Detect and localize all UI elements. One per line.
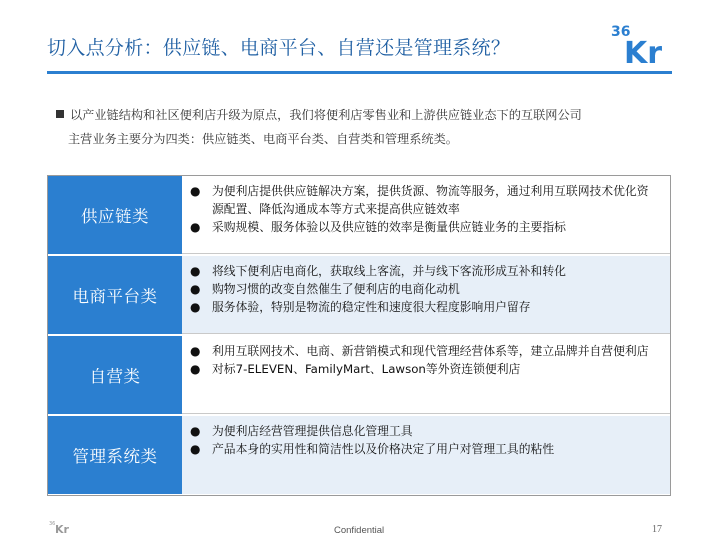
footer-logo-bottom-text: Kr [55,523,69,534]
footer-logo-top-text: 36 [49,521,56,527]
bullet-item: ● 对标7-ELEVEN、FamilyMart、Lawson等外资连锁便利店 [190,362,521,376]
row-body [182,256,670,334]
logo-top-text: 36 [611,24,631,40]
row-body [182,416,670,494]
bullet-item: ● 为便利店提供供应链解决方案，提供货源、物流等服务，通过利用互联网技术优化资源配置、降低沟通成本等方式来提高供应链效率 [190,184,649,216]
intro-line-1 [56,103,668,127]
table-row-ecommerce [48,255,670,335]
intro-line-2: 主营业务主要分为四类：供应链类、电商平台类、自营类和管理系统类。 [68,132,458,146]
36kr-logo [610,22,674,66]
slide-title: 切入点分析：供应链、电商平台、自营还是管理系统？ [47,37,511,59]
bullet-item: ● 购物习惯的改变自然催生了便利店的电商化动机 [190,282,460,296]
bullet-item: ● 将线下便利店电商化，获取线上客流，并与线下客流形成互补和转化 [190,264,566,278]
bullet-item: ● 为便利店经营管理提供信息化管理工具 [190,424,413,438]
title-divider [47,71,672,74]
confidential-label: Confidential [334,525,385,536]
bullet-dot-icon: ● [190,264,201,278]
bullet-dot-icon: ● [190,344,201,358]
table-row-self-operated [48,335,670,415]
logo-bottom-text: Kr [624,36,663,66]
page-number: 17 [652,524,662,535]
bullet-dot-icon: ● [190,442,201,456]
row-body [182,176,670,254]
category-label: 自营类 [48,336,182,414]
table-row-supply-chain [48,176,670,255]
intro-paragraph [56,103,668,151]
category-table [47,175,671,496]
bullet-dot-icon: ● [190,362,201,376]
footer-36kr-logo [49,520,75,534]
row-body [182,336,670,414]
bullet-item: ● 利用互联网技术、电商、新营销模式和现代管理经营体系等，建立品牌并自营便利店 [190,344,649,358]
bullet-dot-icon: ● [190,220,201,234]
square-bullet-icon [56,110,64,118]
bullet-item: ● 采购规模、服务体验以及供应链的效率是衡量供应链业务的主要指标 [190,220,566,234]
bullet-dot-icon: ● [190,184,201,198]
category-label: 电商平台类 [48,256,182,334]
bullet-dot-icon: ● [190,300,201,314]
intro-text-1: 以产业链结构和社区便利店升级为原点，我们将便利店零售业和上游供应链业态下的互联网公司 [70,108,582,122]
bullet-dot-icon: ● [190,424,201,438]
bullet-item: ● 产品本身的实用性和简洁性以及价格决定了用户对管理工具的粘性 [190,442,555,456]
category-label: 供应链类 [48,176,182,254]
bullet-item: ● 服务体验，特别是物流的稳定性和速度很大程度影响用户留存 [190,300,531,314]
bullet-dot-icon: ● [190,282,201,296]
category-label: 管理系统类 [48,416,182,494]
table-row-management-system [48,415,670,495]
